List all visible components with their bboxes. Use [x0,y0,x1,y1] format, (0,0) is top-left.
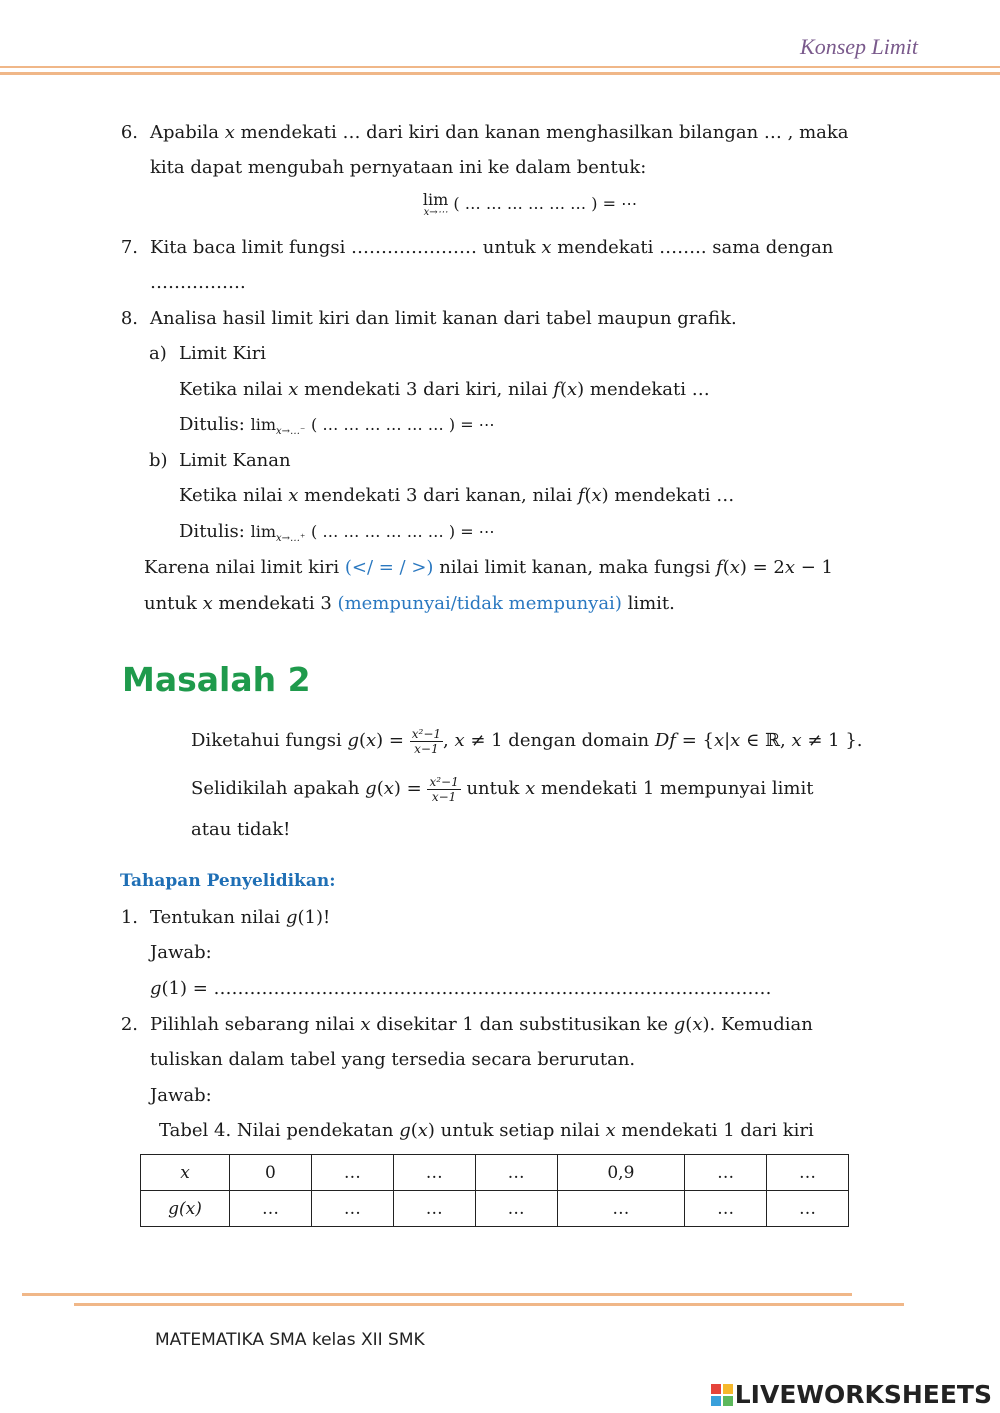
lim-word: lim [250,522,276,541]
item-6-line-1: Apabila 𝑥 mendekati … dari kiri dan kanan menghasilkan bilangan … , maka [150,122,849,143]
problem-text: , 𝑥 ≠ 1 dengan domain 𝐷𝑓 = {𝑥|𝑥 ∈ ℝ, 𝑥 ≠ 1 }. [443,730,863,751]
running-header-title: Konsep Limit [800,34,918,59]
fraction-numerator: 𝑥²−1 [411,726,442,741]
problem-statement-line-3: atau tidak! [191,819,291,840]
table-cell[interactable]: 0 [230,1155,312,1191]
g1-answer-field[interactable]: 𝑔(1) = ………………………………………………………………………………… [150,978,772,999]
liveworksheets-mark-icon [711,1384,733,1406]
sub-item-label: b) [149,450,168,471]
step-2-line-2: tuliskan dalam tabel yang tersedia secara berurutan. [150,1049,636,1070]
lim-subscript: 𝑥→…⁺ [275,533,306,544]
table-cell[interactable]: … [393,1191,475,1227]
limit-kiri-text: Ketika nilai 𝑥 mendekati 3 dari kiri, nilai 𝑓(𝑥) mendekati … [179,379,710,400]
conclusion-line-2 [144,592,675,616]
limit-kanan-text: Ketika nilai 𝑥 mendekati 3 dari kanan, nilai 𝑓(𝑥) mendekati … [179,485,735,506]
problem-text: Diketahui fungsi 𝑔(𝑥) = [191,730,404,751]
table-cell[interactable]: … [311,1155,393,1191]
limit-expression [380,192,680,218]
limit-kanan-written [179,520,495,551]
conclusion-text: untuk 𝑥 mendekati 3 [144,593,332,614]
lim-subscript: 𝑥→⋯ [423,207,448,218]
header-rule-top [0,66,1000,68]
step-2-line-1: Pilihlah sebarang nilai 𝑥 disekitar 1 dan substitusikan ke 𝑔(𝑥). Kemudian [150,1014,813,1035]
table-cell[interactable]: … [685,1191,767,1227]
table-cell[interactable]: … [311,1191,393,1227]
lim-argument: ( … … … … … … ) = ⋯ [453,194,638,213]
footer-rule-top [22,1293,852,1296]
table-cell[interactable]: … [685,1155,767,1191]
footer-text: MATEMATIKA SMA kelas XII SMK [155,1330,425,1350]
conclusion-text: Karena nilai limit kiri [144,557,340,578]
lim-subscript: 𝑥→…⁻ [275,426,306,437]
fraction-denominator: 𝑥−1 [414,741,439,756]
fraction [410,727,443,756]
approximation-table [140,1154,849,1227]
problem-text: untuk 𝑥 mendekati 1 mempunyai limit [466,778,814,799]
item-7-line-1: Kita baca limit fungsi ………………… untuk 𝑥 mendekati …….. sama dengan [150,237,834,258]
table-caption: Tabel 4. Nilai pendekatan 𝑔(𝑥) untuk setiap nilai 𝑥 mendekati 1 dari kiri [159,1120,814,1141]
step-number: 2. [120,1014,138,1035]
table-cell[interactable]: … [475,1191,557,1227]
table-header-cell: 𝑔(𝑥) [141,1191,230,1227]
step-1-answer-label: Jawab: [150,942,212,963]
table-row [141,1155,849,1191]
lim-argument: ( … … … … … … ) = ⋯ [311,415,495,434]
section-title: Masalah 2 [122,660,311,699]
fraction-numerator: 𝑥²−1 [429,774,459,789]
lim-argument: ( … … … … … … ) = ⋯ [311,522,495,541]
item-6-line-2: kita dapat mengubah pernyataan ini ke dalam bentuk: [150,157,647,178]
table-cell[interactable]: … [393,1155,475,1191]
problem-statement-line-1 [191,724,863,758]
limit-kiri-title: Limit Kiri [179,343,267,364]
table-cell[interactable]: 0,9 [557,1155,685,1191]
steps-heading: Tahapan Penyelidikan: [120,871,336,891]
step-2-answer-label: Jawab: [150,1085,212,1106]
comparison-choice[interactable]: (</ = / >) [344,557,434,578]
lim-word: lim [422,190,449,209]
table-cell[interactable]: … [230,1191,312,1227]
liveworksheets-logo [711,1380,992,1409]
item-number: 8. [120,308,138,329]
problem-text: Selidikilah apakah 𝑔(𝑥) = [191,778,422,799]
conclusion-text: limit. [627,593,675,614]
table-cell[interactable]: … [767,1155,849,1191]
fraction-denominator: 𝑥−1 [431,789,457,804]
written-label: Ditulis: [179,521,245,542]
lim-word: lim [250,415,276,434]
item-number: 7. [120,237,138,258]
fraction [427,775,460,804]
item-number: 6. [120,122,138,143]
table-cell[interactable]: … [475,1155,557,1191]
item-8-line-1: Analisa hasil limit kiri dan limit kanan dari tabel maupun grafik. [150,308,737,329]
header-rule-bottom [0,72,1000,75]
table-header-cell: 𝑥 [141,1155,230,1191]
conclusion-line-1 [144,556,833,580]
table-row [141,1191,849,1227]
problem-statement-line-2 [191,772,813,806]
footer-rule-bottom [74,1303,904,1306]
liveworksheets-logo-text: LIVEWORKSHEETS [734,1380,992,1409]
table-cell[interactable]: … [557,1191,685,1227]
sub-item-label: a) [149,343,167,364]
written-label: Ditulis: [179,414,245,435]
conclusion-text: nilai limit kanan, maka fungsi 𝑓(𝑥) = 2𝑥 − 1 [439,557,834,578]
step-number: 1. [120,907,138,928]
table-cell[interactable]: … [767,1191,849,1227]
limit-kiri-written [179,413,495,444]
limit-kanan-title: Limit Kanan [179,450,291,471]
step-1-text: Tentukan nilai 𝑔(1)! [150,907,331,928]
item-7-line-2: ……………. [150,272,246,293]
limit-existence-choice[interactable]: (mempunyai/tidak mempunyai) [337,593,622,614]
